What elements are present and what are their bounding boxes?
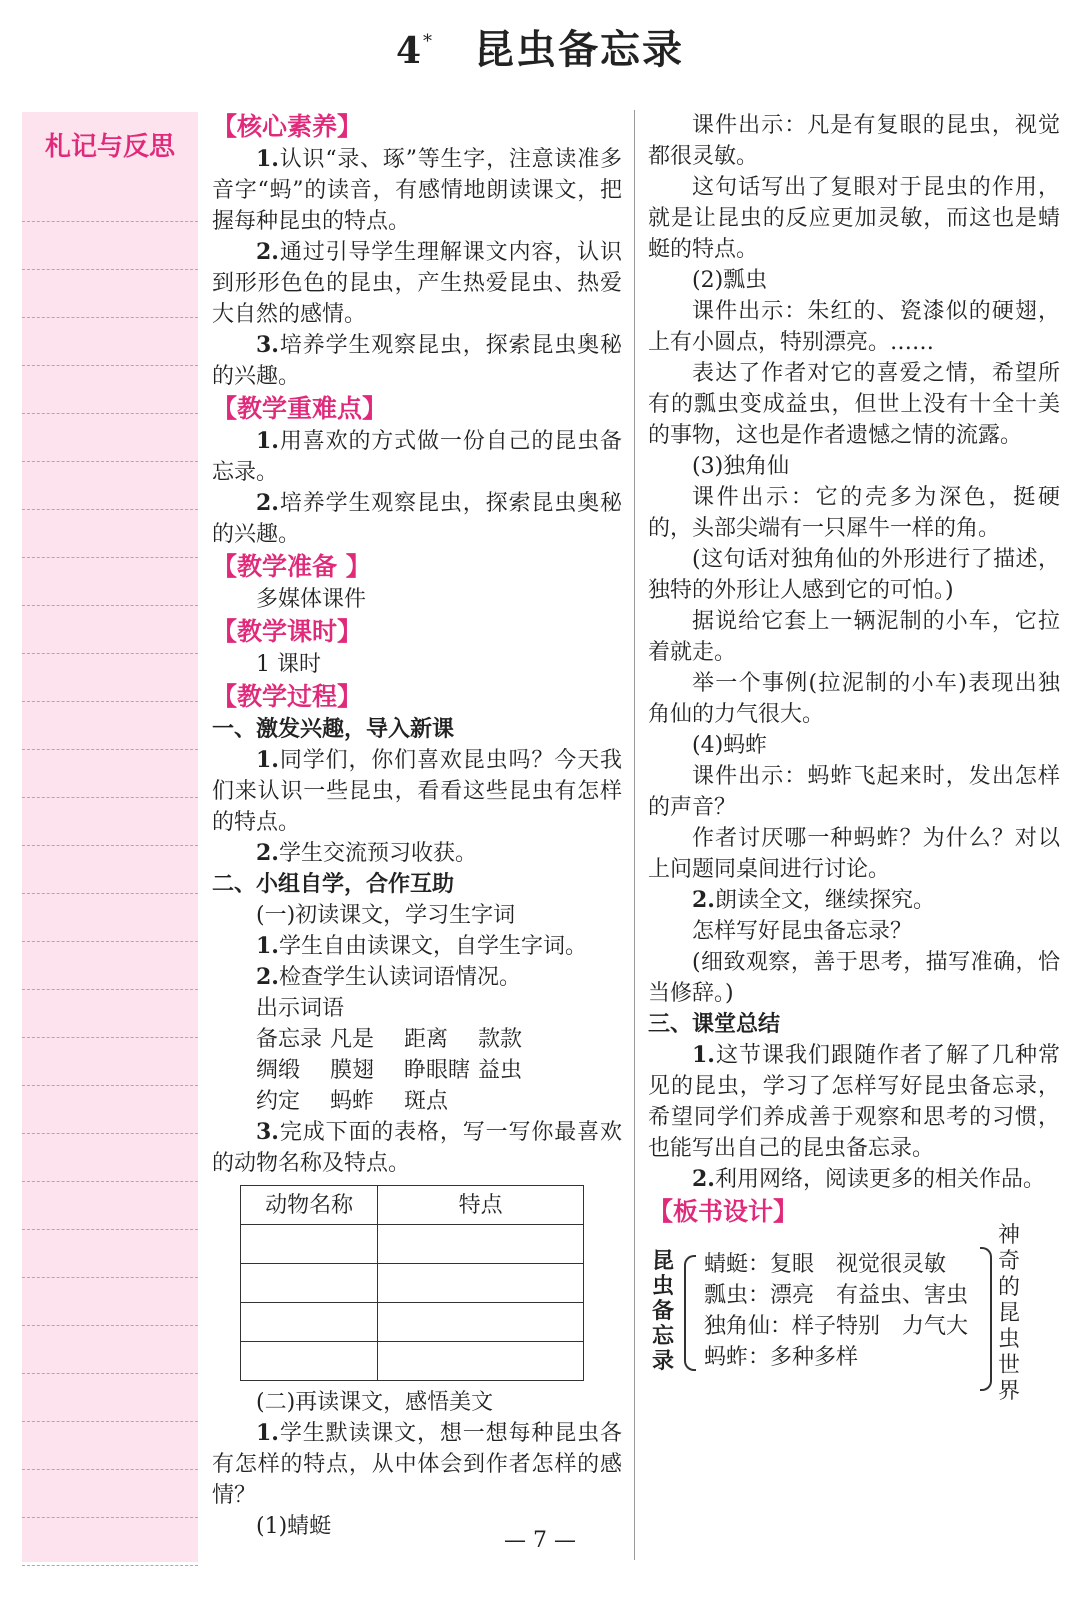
board-design: [648, 1223, 1060, 1413]
prep-text: 多媒体课件: [256, 587, 367, 612]
board-right-title: 神奇的昆虫世界: [998, 1223, 1021, 1404]
left-column: [212, 110, 622, 1542]
insect-2-note: 表达了作者对它的喜爱之情，希望所有的瓢虫变成益虫，但世上没有十全十美的事物，这也是作者遗憾之情的流露。: [648, 361, 1060, 448]
table-row[interactable]: [241, 1225, 584, 1264]
summary-1: 1.这节课我们跟随作者了解了几种常见的昆虫，学习了怎样写好昆虫备忘录，希望同学们养成善于观察和思考的习惯，也能写出自己的昆虫备忘录。: [648, 1042, 1060, 1161]
word-row-2: 绸缎 膜翅 睁眼瞎 益虫: [256, 1058, 523, 1083]
note-line: [22, 174, 198, 222]
subsection-1-title: (一)初读课文，学习生字词: [256, 903, 516, 928]
lesson-number: 4: [395, 30, 424, 72]
notes-sidebar: [22, 112, 198, 1562]
table-cell[interactable]: [378, 1342, 584, 1381]
insect-4-question: 作者讨厌哪一种蚂蚱？为什么？对以上问题同桌间进行讨论。: [648, 826, 1060, 882]
note-line: [22, 366, 198, 414]
note-line: [22, 1134, 198, 1182]
note-line: [22, 1182, 198, 1230]
column-divider: [634, 110, 635, 1560]
step-3: 3.完成下面的表格，写一写你最喜欢的动物名称及特点。: [212, 1119, 622, 1176]
hours-heading: 【教学课时】: [212, 617, 363, 646]
animal-table: [240, 1185, 584, 1381]
note-line: [22, 942, 198, 990]
insect-1-show: 课件出示：凡是有复眼的昆虫，视觉都很灵敏。: [648, 113, 1060, 169]
section-1-title: 一、激发兴趣，导入新课: [212, 717, 455, 742]
reread-step-2: 2.朗读全文，继续探究。: [692, 887, 935, 913]
table-cell[interactable]: [378, 1264, 584, 1303]
note-line: [22, 798, 198, 846]
word-row-3: 约定 蚂蚱 斑点: [256, 1089, 449, 1114]
key-item-1: 1.用喜欢的方式做一份自己的昆虫备忘录。: [212, 428, 622, 485]
board-left-title: 昆虫备忘录: [652, 1249, 675, 1374]
page-number: — 7 —: [504, 1528, 576, 1553]
board-row: 蚂蚱：多种多样: [704, 1345, 859, 1370]
prep-heading: 【教学准备 】: [212, 552, 371, 581]
core-item-1: 1.认识“录、琢”等生字，注意读准多音字“蚂”的读音，有感情地朗读课文，把握每种昆虫的特点。: [212, 146, 622, 234]
table-row[interactable]: [241, 1264, 584, 1303]
table-cell[interactable]: [241, 1225, 378, 1264]
note-line: [22, 318, 198, 366]
core-item-3: 3.培养学生观察昆虫，探索昆虫奥秘的兴趣。: [212, 332, 622, 389]
insect-4-title: (4)蚂蚱: [692, 733, 768, 758]
table-cell[interactable]: [241, 1264, 378, 1303]
insect-4-show: 课件出示：蚂蚱飞起来时，发出怎样的声音？: [648, 764, 1060, 820]
note-line: [22, 1230, 198, 1278]
table-cell[interactable]: [241, 1342, 378, 1381]
step-1: 1.学生自由读课文，自学生字词。: [256, 933, 587, 959]
insect-3-note: (这句话对独角仙的外形进行了描述，独特的外形让人感到它的可怕。): [648, 547, 1060, 603]
note-line: [22, 990, 198, 1038]
note-line: [22, 1038, 198, 1086]
insect-3-more: 据说给它套上一辆泥制的小车，它拉着就走。: [648, 609, 1060, 665]
insect-3-title: (3)独角仙: [692, 454, 790, 479]
note-line: [22, 750, 198, 798]
table-cell[interactable]: [378, 1303, 584, 1342]
show-words-label: 出示词语: [256, 996, 345, 1021]
table-cell[interactable]: [378, 1225, 584, 1264]
note-line: [22, 1470, 198, 1518]
insect-2-title: (2)瓢虫: [692, 268, 768, 293]
note-line: [22, 222, 198, 270]
note-line: [22, 558, 198, 606]
note-line: [22, 702, 198, 750]
table-header-feature: 特点: [378, 1186, 584, 1225]
key-heading: 【教学重难点】: [212, 394, 388, 423]
table-header-row: [241, 1186, 584, 1225]
hours-text: 1 课时: [256, 652, 321, 677]
note-line: [22, 270, 198, 318]
note-line: [22, 1374, 198, 1422]
core-heading: 【核心素养】: [212, 112, 363, 141]
reread-answer: (细致观察，善于思考，描写准确，恰当修辞。): [648, 950, 1060, 1006]
left-brace: [684, 1255, 696, 1371]
sidebar-lines: [22, 174, 198, 1566]
note-line: [22, 414, 198, 462]
note-line: [22, 654, 198, 702]
note-line: [22, 510, 198, 558]
section-1-para-2: 2.学生交流预习收获。: [256, 840, 477, 866]
core-item-2: 2.通过引导学生理解课文内容，认识到形形色色的昆虫，产生热爱昆虫、热爱大自然的感情。: [212, 239, 622, 327]
table-row[interactable]: [241, 1303, 584, 1342]
note-line: [22, 846, 198, 894]
table-cell[interactable]: [241, 1303, 378, 1342]
note-line: [22, 1326, 198, 1374]
insect-1-note: 这句话写出了复眼对于昆虫的作用，就是让昆虫的反应更加灵敏，而这也是蜻蜓的特点。: [648, 175, 1060, 262]
lesson-title: [0, 18, 1080, 75]
optional-mark: *: [423, 31, 435, 52]
summary-2: 2.利用网络，阅读更多的相关作品。: [692, 1166, 1045, 1192]
board-row: 独角仙：样子特别 力气大: [704, 1314, 969, 1339]
insect-1-title: (1)蜻蜓: [256, 1514, 332, 1539]
reread-question: 怎样写好昆虫备忘录？: [692, 919, 913, 944]
table-header-name: 动物名称: [241, 1186, 378, 1225]
step-2: 2.检查学生认读词语情况。: [256, 964, 521, 990]
note-line: [22, 1278, 198, 1326]
lesson-title-text: 昆虫备忘录: [474, 26, 685, 73]
section-2-title: 二、小组自学，合作互助: [212, 872, 455, 897]
subsection-2-title: (二)再读课文，感悟美文: [256, 1390, 494, 1415]
board-rows: [704, 1249, 968, 1373]
table-row[interactable]: [241, 1342, 584, 1381]
insect-3-show: 课件出示：它的壳多为深色，挺硬的，头部尖端有一只犀牛一样的角。: [648, 485, 1060, 541]
right-column: [648, 110, 1060, 1413]
note-line: [22, 462, 198, 510]
note-line: [22, 894, 198, 942]
process-heading: 【教学过程】: [212, 682, 363, 711]
note-line: [22, 606, 198, 654]
board-heading: 【板书设计】: [648, 1197, 799, 1226]
section-3-title: 三、课堂总结: [648, 1012, 781, 1037]
sidebar-title: 札记与反思: [44, 132, 175, 162]
note-line: [22, 1422, 198, 1470]
board-row: 蜻蜓：复眼 视觉很灵敏: [704, 1252, 947, 1277]
word-row-1: 备忘录 凡是 距离 款款: [256, 1027, 523, 1052]
reread-step-1: 1.学生默读课文，想一想每种昆虫各有怎样的特点，从中体会到作者怎样的感情？: [212, 1420, 622, 1508]
section-1-para-1: 1.同学们，你们喜欢昆虫吗？今天我们来认识一些昆虫，看看这些昆虫有怎样的特点。: [212, 747, 622, 835]
insect-3-note-2: 举一个事例(拉泥制的小车)表现出独角仙的力气很大。: [648, 671, 1060, 727]
insect-2-show: 课件出示：朱红的、瓷漆似的硬翅，上有小圆点，特别漂亮。……: [648, 299, 1060, 355]
board-row: 瓢虫：漂亮 有益虫、害虫: [704, 1283, 969, 1308]
key-item-2: 2.培养学生观察昆虫，探索昆虫奥秘的兴趣。: [212, 490, 622, 547]
right-brace: [980, 1247, 992, 1391]
note-line: [22, 1086, 198, 1134]
